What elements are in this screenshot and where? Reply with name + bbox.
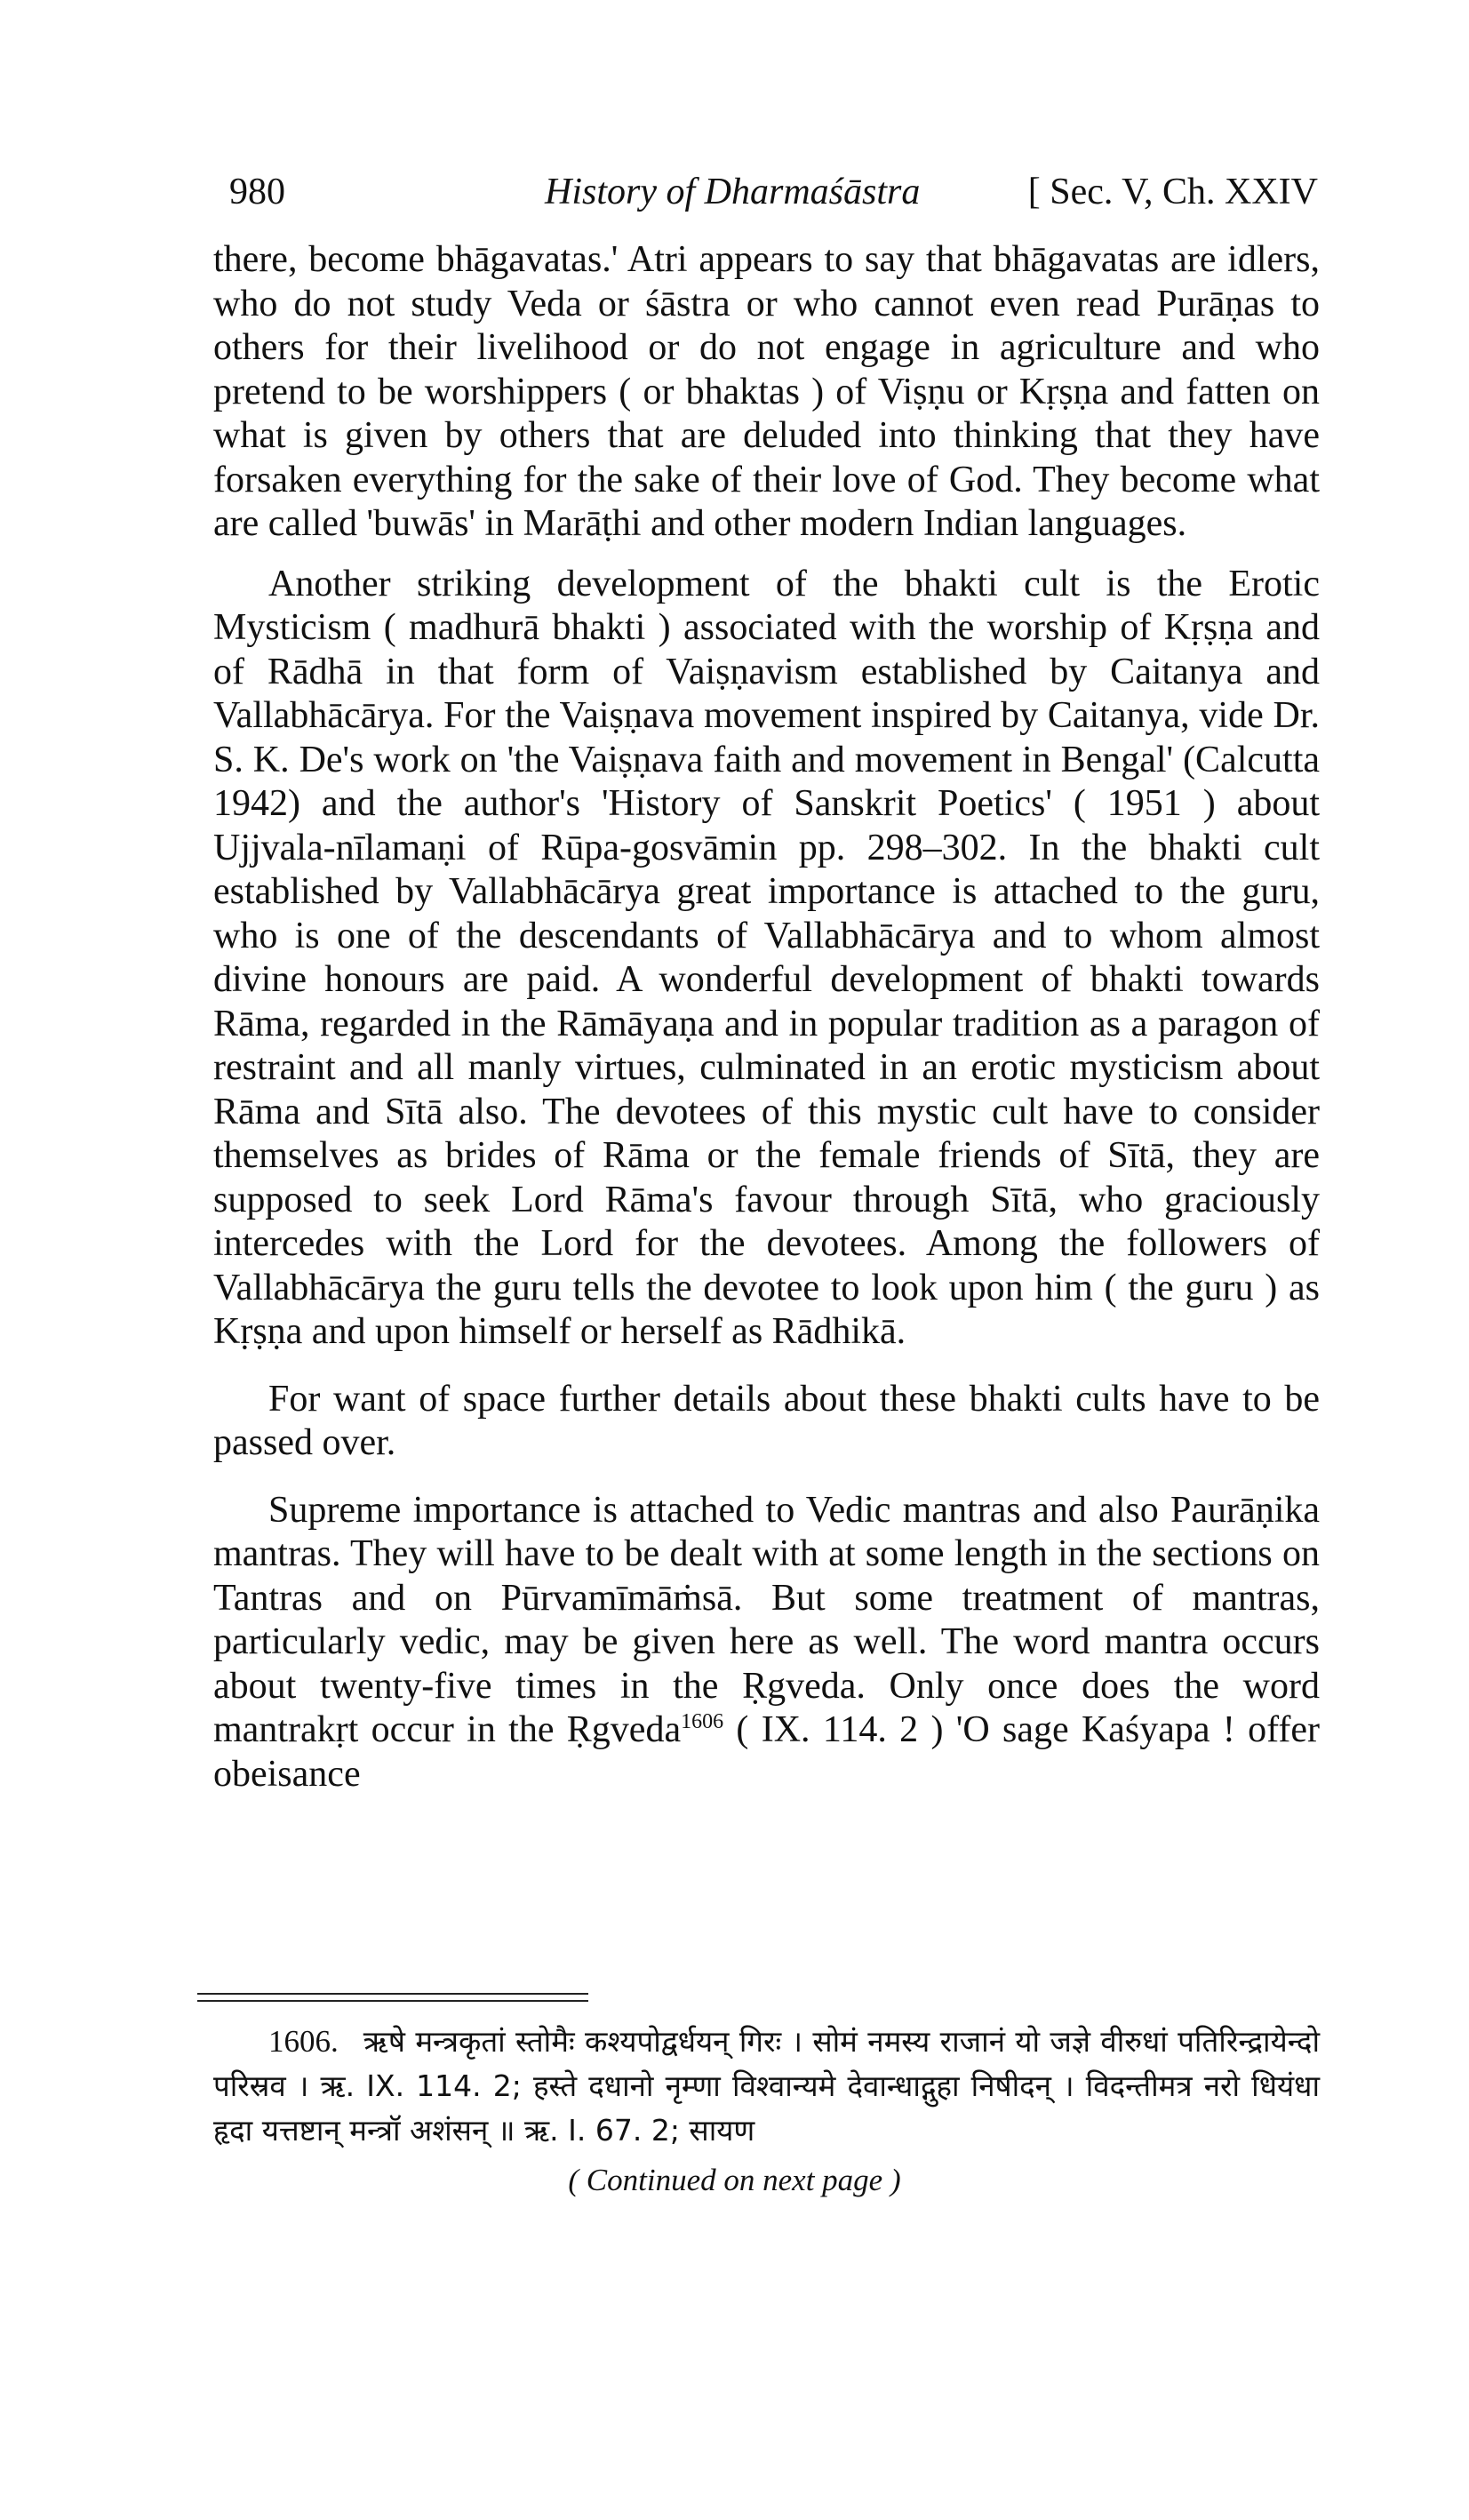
body-text bbox=[213, 238, 1320, 1796]
running-header bbox=[229, 171, 1318, 224]
paragraph: there, become bhāgavatas.' Atri appears to say that bhāgavatas are idlers, who do not study Veda or śāstra or who cannot even read Purāṇas to others for their livelihood or do not engage in agriculture and who pretend to be worshippers ( or bhaktas ) of Viṣṇu or Kṛṣṇa and fatten on what is given by others that are deluded into thinking that they have forsaken everything for the sake of their love of God. They become what are called 'buwās' in Marāṭhi and other modern Indian languages. bbox=[213, 239, 1320, 544]
paragraph: Another striking development of the bhakti cult is the Erotic Mysticism ( madhurā bhakti ) associated with the worship of Kṛṣṇa and of Rādhā in that form of Vaiṣṇavism established by Caitanya and Vallabhācārya. For the Vaiṣṇava movement inspired by Caitanya, vide Dr. S. K. De's work on 'the Vaiṣṇava faith and movement in Bengal' (Calcutta 1942) and the author's 'History of Sanskrit Poetics' ( 1951 ) about Ujjvala-nīlamaṇi of Rūpa-gosvāmin pp. 298–302. In the bhakti cult established by Vallabhācārya great importance is attached to the guru, who is one of the descendants of Vallabhācārya and to whom almost divine honours are paid. A wonderful development of bhakti towards Rāma, regarded in the Rāmāyaṇa and in popular tradition as a paragon of restraint and all manly virtues, culminated in an erotic mysticism about Rāma and Sītā also. The devotees of this mystic cult have to consider themselves as brides of Rāma or the female friends of Sītā, they are supposed to seek Lord Rāma's favour through Sītā, who graciously intercedes with the Lord for the devotees. Among the followers of Vallabhācārya the guru tells the devotee to look upon him ( the guru ) as Kṛṣṇa and upon himself or herself as Rādhikā. bbox=[213, 563, 1320, 1352]
running-title: History of Dharmaśāstra bbox=[545, 172, 921, 212]
page-number: 980 bbox=[229, 172, 285, 212]
footnote-text: ऋषे मन्त्रकृतां स्तोमैः कश्यपोद्वर्धयन् गिरः । सोमं नमस्य राजानं यो जज्ञे वीरुधां पतिरिन्द्रायेन्दो परिस्रव । ऋ. IX. 114. 2; हस्ते दधानो नृम्णा विश्वान्यमे देवान्धाद्गुहा निषीदन् । विदन्तीमत्र नरो धियंधा हृदा यत्तष्टान् मन्त्रॉ अशंसन् ॥ ऋ. I. 67. 2; सायण bbox=[213, 2024, 1320, 2148]
section-label: [ Sec. V, Ch. XXIV bbox=[1027, 172, 1318, 212]
paragraph-text: Supreme importance is attached to Vedic mantras and also Paurāṇika mantras. They will have to be dealt with at some length in the sections on Tantras and on Pūrvamīmāṁsā. But some treatment of mantras, particularly vedic, may be given here as well. The word mantra occurs about twenty-five times in the Ṛgveda. Only once does the word mantrakṛt occur in the Ṛgveda bbox=[213, 1489, 1320, 1750]
paragraph-text: ( IX. 114. 2 ) 'O sage Kaśyapa ! offer obeisance bbox=[213, 1709, 1321, 1795]
footnote-rule bbox=[197, 1993, 588, 2002]
footnote-number: 1606. bbox=[268, 2024, 339, 2059]
footnote bbox=[213, 2020, 1320, 2153]
footnote-ref: 1606 bbox=[681, 1710, 724, 1733]
paragraph: For want of space further details about these bhakti cults have to be passed over. bbox=[213, 1378, 1320, 1463]
paragraph bbox=[213, 1489, 1320, 1797]
continued-note: ( Continued on next page ) bbox=[568, 2163, 901, 2197]
